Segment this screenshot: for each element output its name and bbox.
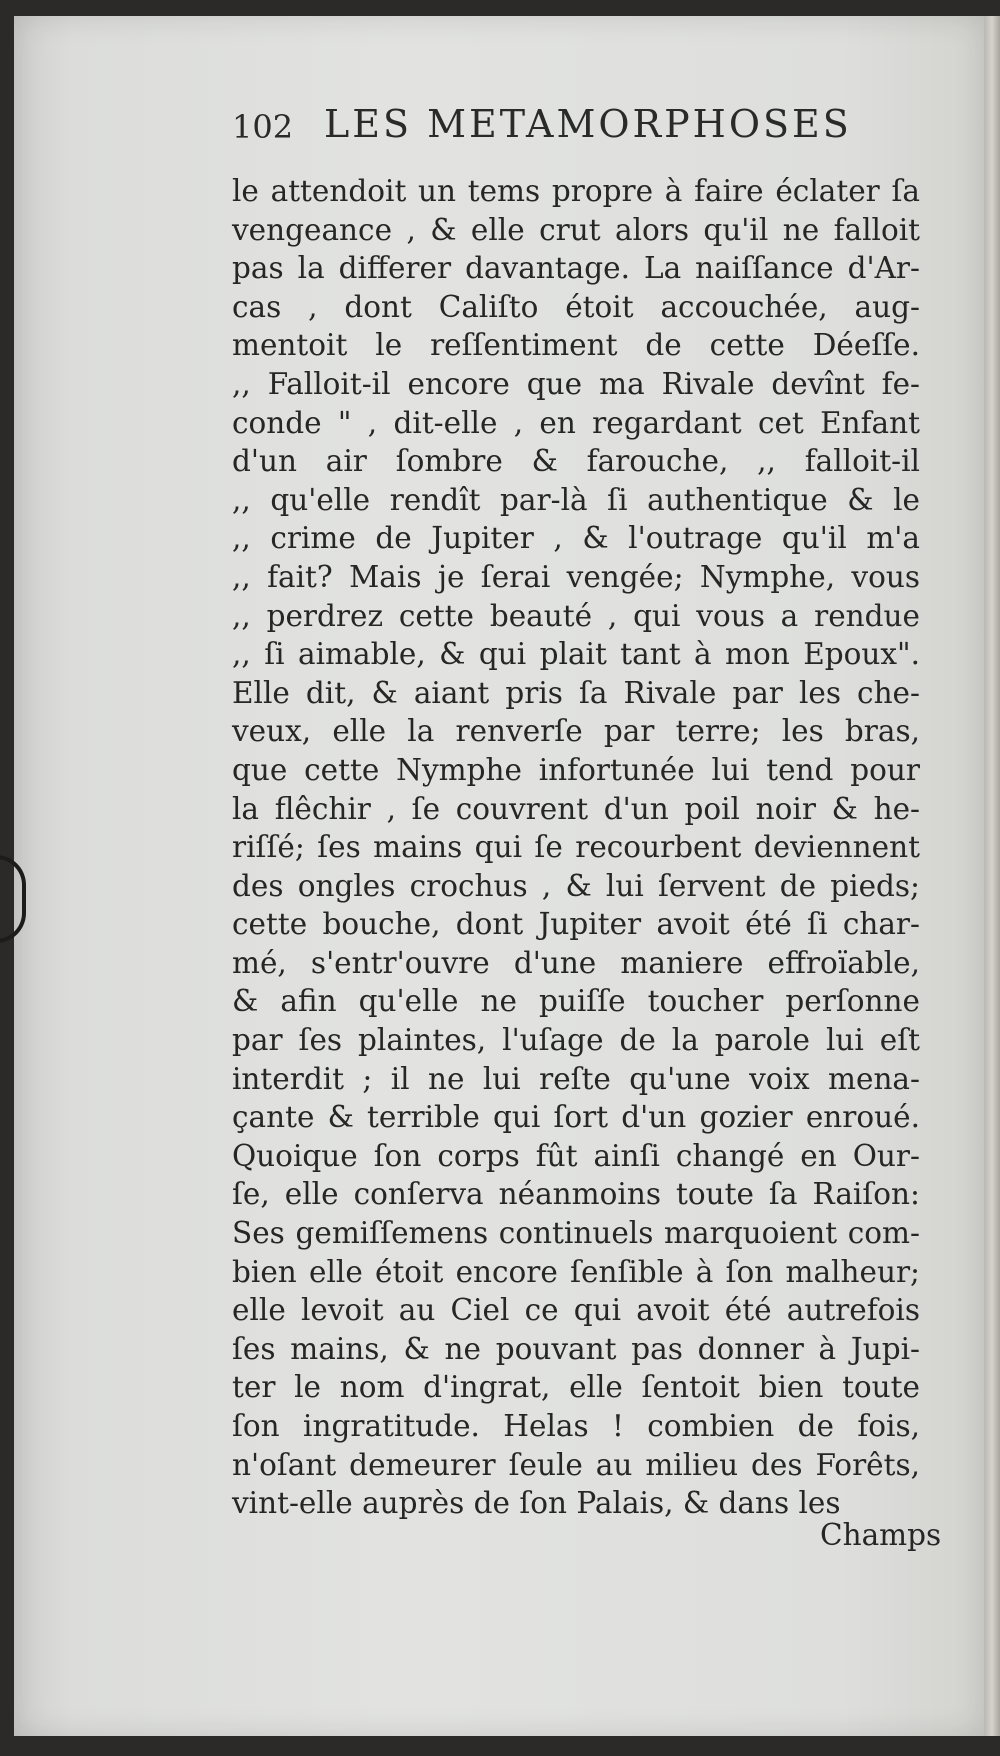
text-line: mentoit le reſſentiment de cette Déeſſe. — [232, 328, 920, 363]
text-line: mé, s'entr'ouvre d'une maniere effroïable, — [232, 945, 920, 980]
text-line: riſſé; ſes mains qui ſe recourbent deviennent — [232, 830, 920, 865]
text-line: pas la differer davantage. La naiſſance d'Ar- — [232, 251, 920, 286]
text-line: çante & terrible qui ſort d'un gozier enroué. — [232, 1100, 920, 1135]
text-line: ,, Falloit-il encore que ma Rivale devînt fe- — [232, 366, 920, 401]
text-line: le attendoit un tems propre à faire éclater ſa — [232, 174, 920, 208]
running-title: LES METAMORPHOSES — [324, 102, 852, 146]
text-line: ſon ingratitude. Helas ! combien de fois, — [232, 1409, 920, 1443]
text-line: ,, fait? Mais je ſerai vengée; Nymphe, vous — [232, 559, 920, 594]
text-line: bien elle étoit encore ſenſible à ſon malheur; — [232, 1254, 920, 1289]
text-line: la flêchir , ſe couvrent d'un poil noir & he- — [232, 791, 920, 826]
text-line: veux, elle la renverſe par terre; les bras, — [232, 714, 920, 749]
text-line: des ongles crochus , & lui ſervent de pieds; — [232, 868, 920, 903]
text-line: Quoique ſon corps fût ainſi changé en Our- — [232, 1138, 920, 1173]
text-line: ,, ſi aimable, & qui plait tant à mon Epoux". — [232, 637, 920, 672]
text-line: cette bouche, dont Jupiter avoit été ſi char- — [232, 907, 920, 942]
page-number: 102 — [232, 108, 294, 146]
text-line: vint-elle auprès de ſon Palais, & dans les — [232, 1486, 841, 1521]
text-line: Ses gemiſſemens continuels marquoient com- — [232, 1216, 920, 1251]
text-line: elle levoit au Ciel ce qui avoit été autrefois — [232, 1293, 920, 1328]
text-line: vengeance , & elle crut alors qu'il ne falloit — [232, 212, 920, 247]
text-line: que cette Nymphe infortunée lui tend pour — [232, 752, 920, 787]
text-line: ter le nom d'ingrat, elle ſentoit bien toute — [232, 1370, 920, 1405]
body-text — [232, 172, 920, 1523]
text-line: d'un air ſombre & farouche, ,, falloit-il — [232, 444, 920, 479]
text-line: cas , dont Caliſto étoit accouchée, aug- — [232, 289, 920, 324]
catchword: Champs — [820, 1518, 942, 1552]
text-line: ,, crime de Jupiter , & l'outrage qu'il m'a — [232, 521, 920, 556]
text-line: ſe, elle conſerva néanmoins toute ſa Raiſon: — [232, 1177, 920, 1212]
text-line: interdit ; il ne lui reſte qu'une voix mena- — [232, 1061, 920, 1096]
page-edge — [984, 16, 1000, 1736]
text-line: & afin qu'elle ne puiſſe toucher perſonne — [232, 984, 920, 1019]
text-line: ,, perdrez cette beauté , qui vous a rendue — [232, 598, 920, 633]
text-line: par ſes plaintes, l'uſage de la parole lui eſt — [232, 1023, 920, 1058]
text-line: ,, qu'elle rendît par-là ſi authentique & le — [232, 482, 920, 517]
page-header — [232, 102, 892, 162]
text-line: conde " , dit-elle , en regardant cet Enfant — [232, 405, 920, 440]
text-line: n'oſant demeurer ſeule au milieu des Forêts, — [232, 1447, 920, 1482]
text-line: ſes mains, & ne pouvant pas donner à Jupi- — [232, 1331, 920, 1366]
text-line: Elle dit, & aiant pris ſa Rivale par les che- — [232, 675, 920, 710]
